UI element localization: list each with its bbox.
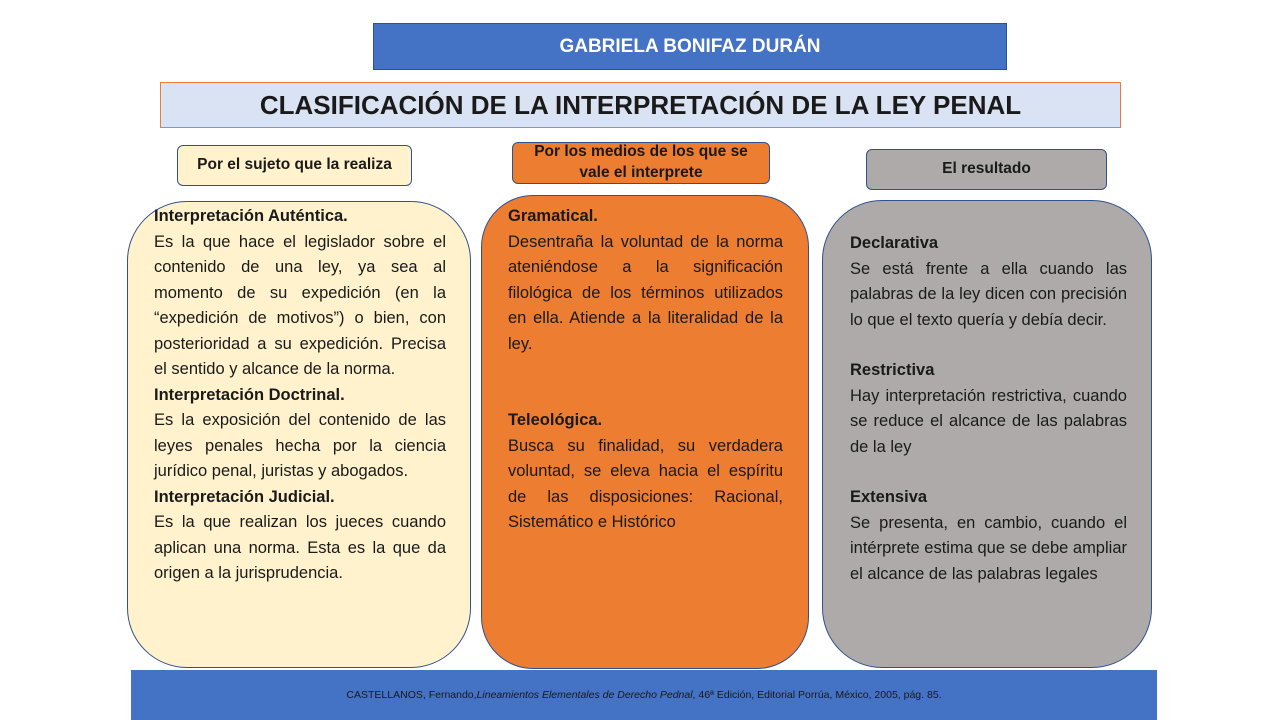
doctrinal-body: Es la exposición del contenido de las leyes penales hecha por la ciencia jurídico penal, juristas y abogados. xyxy=(154,411,446,480)
grammatical-title: Gramatical. xyxy=(508,207,598,225)
authentic-title: Interpretación Auténtica. xyxy=(154,207,348,225)
citation-details: , 46ª Edición, Editorial Porrúa, México, 2005, pág. 85. xyxy=(692,689,942,701)
judicial-title: Interpretación Judicial. xyxy=(154,487,335,506)
declarative-title: Declarativa xyxy=(850,234,939,252)
citation-author: CASTELLANOS, Fernando, xyxy=(346,689,477,701)
restrictive-title: Restrictiva xyxy=(850,361,935,379)
teleological-body: Busca su finalidad, su verdadera voluntad, se eleva hacia el espíritu de las disposiciones: Racional, Sistemático e Histórico xyxy=(508,436,783,531)
teleological-title: Teleológica. xyxy=(508,411,603,429)
citation-book: Lineamientos Elementales de Derecho Pednal xyxy=(476,689,693,701)
authentic-body: Es la que hace el legislador sobre el contenido de una ley, ya sea al momento de su expedición (en la “expedición de motivos”) o bien, con posterioridad a su expedición. Precisa el sentido y alcance de la norma. xyxy=(154,232,446,378)
category-means: Por los medios de los que se vale el interprete xyxy=(512,142,770,184)
category-result: El resultado xyxy=(866,149,1107,190)
result-box xyxy=(822,200,1152,668)
subject-box xyxy=(127,201,471,668)
extensive-title: Extensiva xyxy=(850,488,928,506)
judicial-body: Es la que realizan los jueces cuando aplican una norma. Esta es la que da origen a la jurisprudencia. xyxy=(154,513,446,582)
grammatical-body: Desentraña la voluntad de la norma ateniéndose a la significación filológica de los términos utilizados en ella. Atiende a la literalidad de la ley. xyxy=(508,232,783,353)
citation-footer xyxy=(131,670,1157,720)
declarative-body: Se está frente a ella cuando las palabras de la ley dicen con precisión lo que el texto quería y debía decir. xyxy=(850,259,1127,329)
doctrinal-title: Interpretación Doctrinal. xyxy=(154,385,345,404)
diagram-title: CLASIFICACIÓN DE LA INTERPRETACIÓN DE LA LEY PENAL xyxy=(160,82,1121,128)
extensive-body: Se presenta, en cambio, cuando el intérprete estima que se debe ampliar el alcance de las palabras legales xyxy=(850,513,1127,583)
author-banner: GABRIELA BONIFAZ DURÁN xyxy=(373,23,1007,70)
restrictive-body: Hay interpretación restrictiva, cuando se reduce el alcance de las palabras de la ley xyxy=(850,386,1127,456)
category-subject: Por el sujeto que la realiza xyxy=(177,145,412,186)
means-box xyxy=(481,195,809,669)
